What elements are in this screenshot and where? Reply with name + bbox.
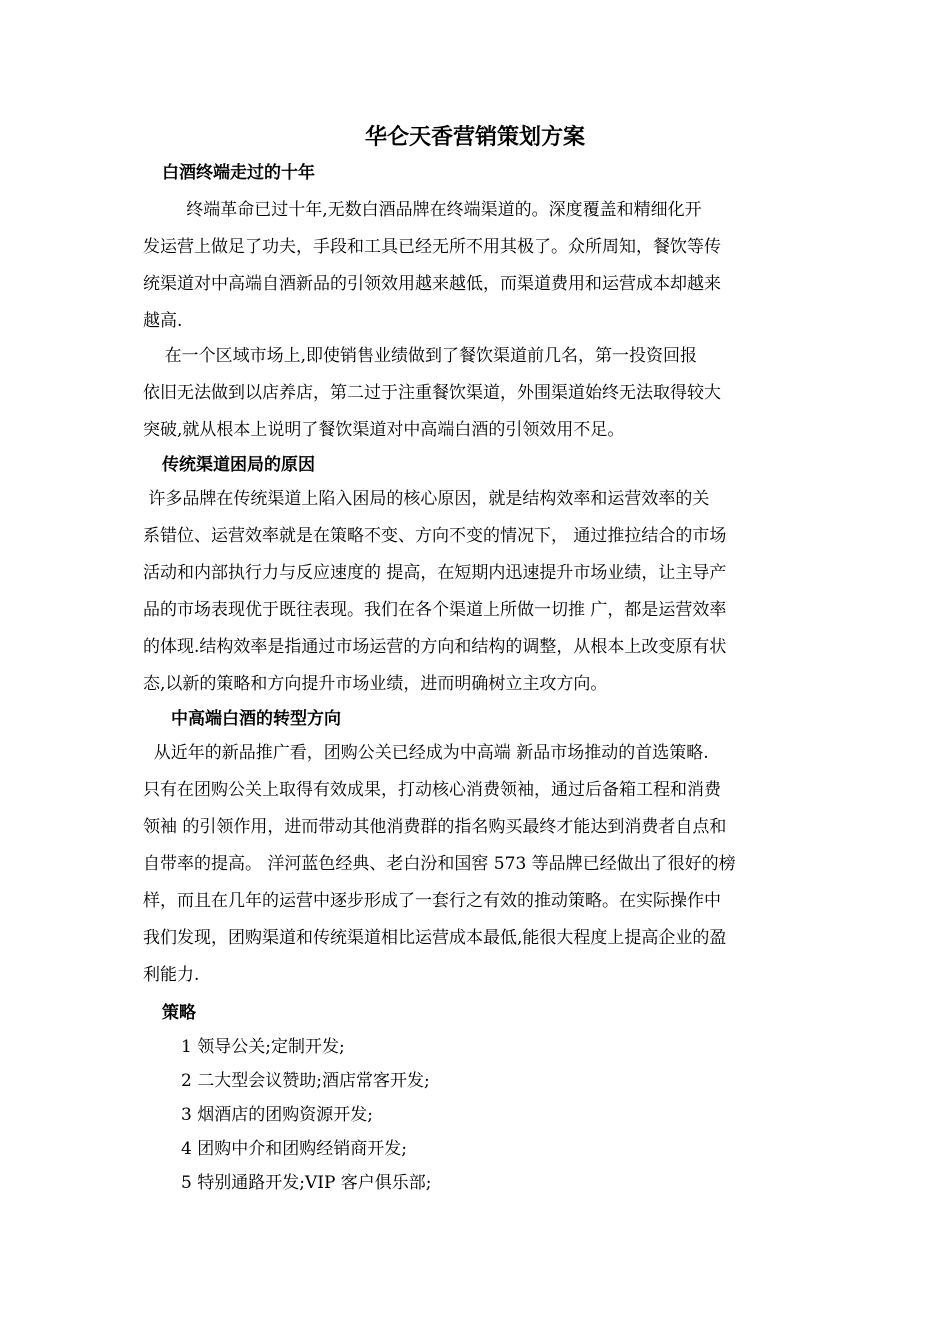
document-title: 华仑天香营销策划方案 [364, 125, 585, 150]
paragraph-line: 样，而且在几年的运营中逐步形成了一套行之有效的推动策略。在实际操作中 [143, 891, 721, 911]
paragraph-line: 发运营上做足了功夫，手段和工具已经无所不用其极了。众所周知，餐饮等传 [143, 237, 721, 257]
section-heading-3: 中高端白酒的转型方向 [171, 709, 341, 729]
paragraph-line: 许多品牌在传统渠道上陷入困局的核心原因，就是结构效率和运营效率的关 [143, 489, 710, 509]
paragraph-line: 在一个区域市场上,即使销售业绩做到了餐饮渠道前几名，第一投资回报 [143, 346, 698, 366]
paragraph-line: 的体现.结构效率是指通过市场运营的方向和结构的调整，从根本上改变原有状 [143, 637, 727, 657]
section-1-paragraph-2 [143, 338, 811, 449]
paragraph-line: 态,以新的策略和方向提升市场业绩，进而明确树立主攻方向。 [143, 674, 608, 694]
paragraph-line: 我们发现，团购渠道和传统渠道相比运营成本最低,能很大程度上提高企业的盈 [143, 928, 727, 948]
paragraph-line: 终端革命已过十年,无数白酒品牌在终端渠道的。深度覆盖和精细化开 [143, 200, 702, 220]
strategy-item: 5 特别通路开发;VIP 客户俱乐部; [181, 1173, 432, 1193]
section-1-paragraph-1 [143, 192, 811, 340]
strategy-item: 2 二大型会议赞助;酒店常客开发; [181, 1071, 430, 1091]
section-3-paragraph-1 [143, 735, 811, 994]
paragraph-line: 自带率的提高。 洋河蓝色经典、老白汾和国窖 573 等品牌已经做出了很好的榜 [143, 854, 736, 874]
paragraph-line: 品的市场表现优于既往表现。我们在各个渠道上所做一切推 广，都是运营效率 [143, 600, 727, 620]
strategy-item: 1 领导公关;定制开发; [181, 1037, 345, 1057]
section-heading-4: 策略 [162, 1003, 196, 1023]
paragraph-line: 从近年的新品推广看，团购公关已经成为中高端 新品市场推动的首选策略. [143, 743, 709, 763]
paragraph-line: 活动和内部执行力与反应速度的 提高，在短期内迅速提升市场业绩，让主导产 [143, 563, 727, 583]
paragraph-line: 依旧无法做到以店养店，第二过于注重餐饮渠道，外围渠道始终无法取得较大 [143, 383, 721, 403]
strategy-item: 3 烟酒店的团购资源开发; [181, 1105, 373, 1125]
paragraph-line: 利能力. [143, 965, 200, 985]
paragraph-line: 系错位、运营效率就是在策略不变、方向不变的情况下， 通过推拉结合的市场 [143, 526, 727, 546]
strategy-item: 4 团购中介和团购经销商开发; [181, 1139, 407, 1159]
paragraph-line: 越高. [143, 311, 183, 331]
section-heading-1: 白酒终端走过的十年 [162, 163, 315, 183]
paragraph-line: 突破,就从根本上说明了餐饮渠道对中高端白酒的引领效用不足。 [143, 420, 625, 440]
strategy-list [181, 1030, 432, 1200]
paragraph-line: 统渠道对中高端自酒新品的引领效用越来越低，而渠道费用和运营成本却越来 [143, 274, 721, 294]
paragraph-line: 只有在团购公关上取得有效成果，打动核心消费领袖，通过后备箱工程和消费 [143, 780, 721, 800]
section-2-paragraph-1 [143, 481, 811, 703]
paragraph-line: 领袖 的引领作用，进而带动其他消费群的指名购买最终才能达到消费者自点和 [143, 817, 727, 837]
section-heading-2: 传统渠道困局的原因 [162, 455, 315, 475]
